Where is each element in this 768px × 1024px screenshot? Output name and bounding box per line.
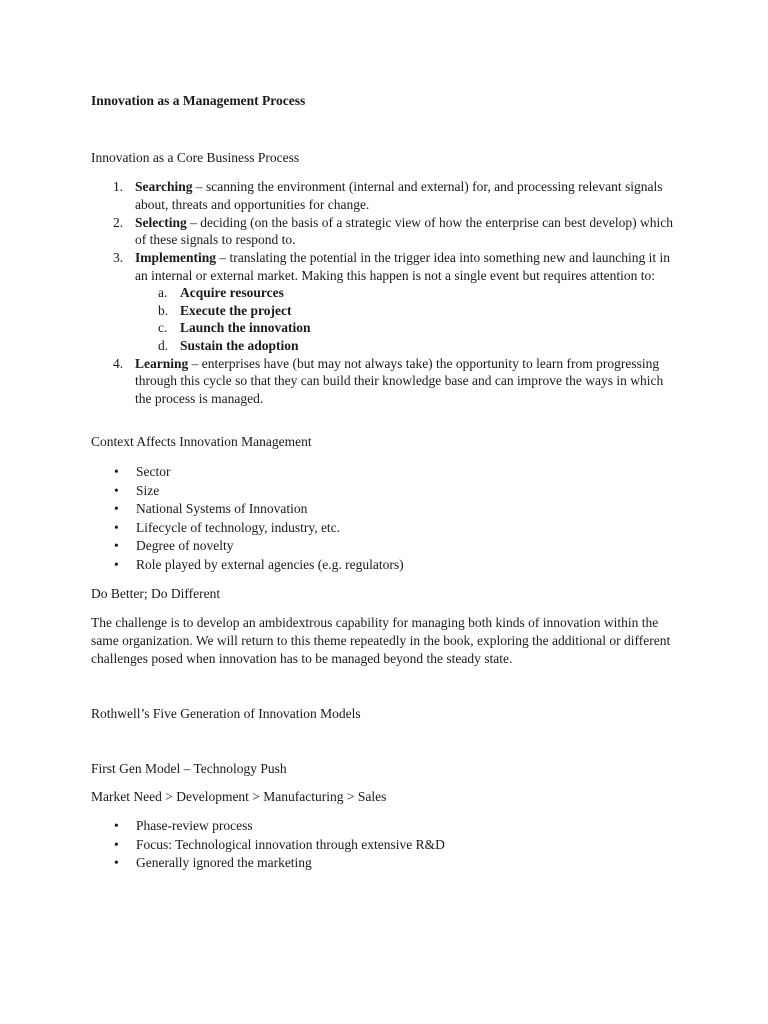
bullet-item xyxy=(113,519,404,538)
flow-text: Market Need > Development > Manufacturing > Sales xyxy=(91,789,387,804)
section-heading-rothwell: Rothwell’s Five Generation of Innovation Models xyxy=(91,706,361,721)
list-item-searching xyxy=(113,178,683,213)
bullet-icon: • xyxy=(114,538,119,554)
bullet-text: Size xyxy=(136,482,160,498)
paragraph-challenge: The challenge is to develop an ambidextrous capability for managing both kinds of innovation within the same organization. We will return to this theme repeatedly in the book, exploring the additional or different challenges posed when innovation has to be managed beyond the steady state. xyxy=(91,615,671,666)
bullet-item xyxy=(113,836,445,855)
bullet-item xyxy=(113,500,404,519)
document-title: Innovation as a Management Process xyxy=(91,93,306,108)
section-heading-first-gen: First Gen Model – Technology Push xyxy=(91,761,287,776)
bullet-text: Role played by external agencies (e.g. regulators) xyxy=(136,556,404,572)
sublist-item xyxy=(135,319,683,337)
list-term: Implementing xyxy=(135,250,216,265)
sublist-letter: d. xyxy=(158,337,169,353)
sublist-item xyxy=(135,302,683,320)
bullet-text: Sector xyxy=(136,464,171,479)
list-text: – deciding (on the basis of a strategic view of how the enterprise can best develop) which of these signals to respond to. xyxy=(135,214,673,247)
list-text: – scanning the environment (internal and external) for, and processing relevant signals about, threats and opportunities for change. xyxy=(135,179,663,212)
section-heading-core-process: Innovation as a Core Business Process xyxy=(91,150,300,165)
lettered-sublist xyxy=(135,284,683,354)
list-number: 1. xyxy=(113,179,124,194)
list-text: – translating the potential in the trigger idea into something new and launching it in an internal or external market. Making this happen is not a single event but requires attention to: xyxy=(135,250,671,283)
list-term: Searching xyxy=(135,179,193,194)
list-number: 4. xyxy=(113,355,124,371)
sublist-letter: c. xyxy=(158,320,168,335)
bullet-item xyxy=(113,817,445,836)
sublist-item xyxy=(135,284,683,302)
bullet-list-first-gen xyxy=(113,817,445,873)
list-item-learning xyxy=(113,355,683,408)
sublist-text: Execute the project xyxy=(180,302,292,318)
bullet-icon: • xyxy=(114,855,119,871)
bullet-text: Degree of novelty xyxy=(136,538,234,554)
bullet-icon: • xyxy=(114,836,119,852)
numbered-list xyxy=(113,178,683,408)
bullet-icon: • xyxy=(114,464,119,479)
section-heading-context: Context Affects Innovation Management xyxy=(91,434,312,449)
list-term: Learning xyxy=(135,355,189,371)
bullet-text: Phase-review process xyxy=(136,818,253,833)
list-text: – enterprises have (but may not always take) the opportunity to learn from progressing through this cycle so that they can build their knowledge base and can improve the ways in which the process is managed. xyxy=(135,355,664,406)
section-heading-do-better: Do Better; Do Different xyxy=(91,586,221,601)
bullet-icon: • xyxy=(114,501,119,517)
sublist-text: Acquire resources xyxy=(180,285,284,300)
bullet-text: National Systems of Innovation xyxy=(136,501,308,517)
bullet-text: Lifecycle of technology, industry, etc. xyxy=(136,519,341,535)
bullet-item xyxy=(113,537,404,556)
list-number: 3. xyxy=(113,250,124,265)
list-number: 2. xyxy=(113,214,124,230)
bullet-icon: • xyxy=(114,556,119,572)
bullet-item xyxy=(113,556,404,575)
bullet-list-context xyxy=(113,463,404,575)
sublist-letter: a. xyxy=(158,285,168,300)
bullet-text: Focus: Technological innovation through extensive R&D xyxy=(136,836,445,852)
bullet-item xyxy=(113,854,445,873)
list-item-selecting xyxy=(113,214,683,249)
bullet-item xyxy=(113,482,404,501)
list-term: Selecting xyxy=(135,214,187,230)
list-item-implementing xyxy=(113,249,683,354)
sublist-text: Sustain the adoption xyxy=(180,337,299,353)
bullet-text: Generally ignored the marketing xyxy=(136,855,312,871)
bullet-icon: • xyxy=(114,519,119,535)
bullet-icon: • xyxy=(114,482,119,498)
sublist-item xyxy=(135,337,683,355)
bullet-item xyxy=(113,463,404,482)
sublist-text: Launch the innovation xyxy=(180,320,311,335)
sublist-letter: b. xyxy=(158,302,169,318)
bullet-icon: • xyxy=(114,818,119,833)
